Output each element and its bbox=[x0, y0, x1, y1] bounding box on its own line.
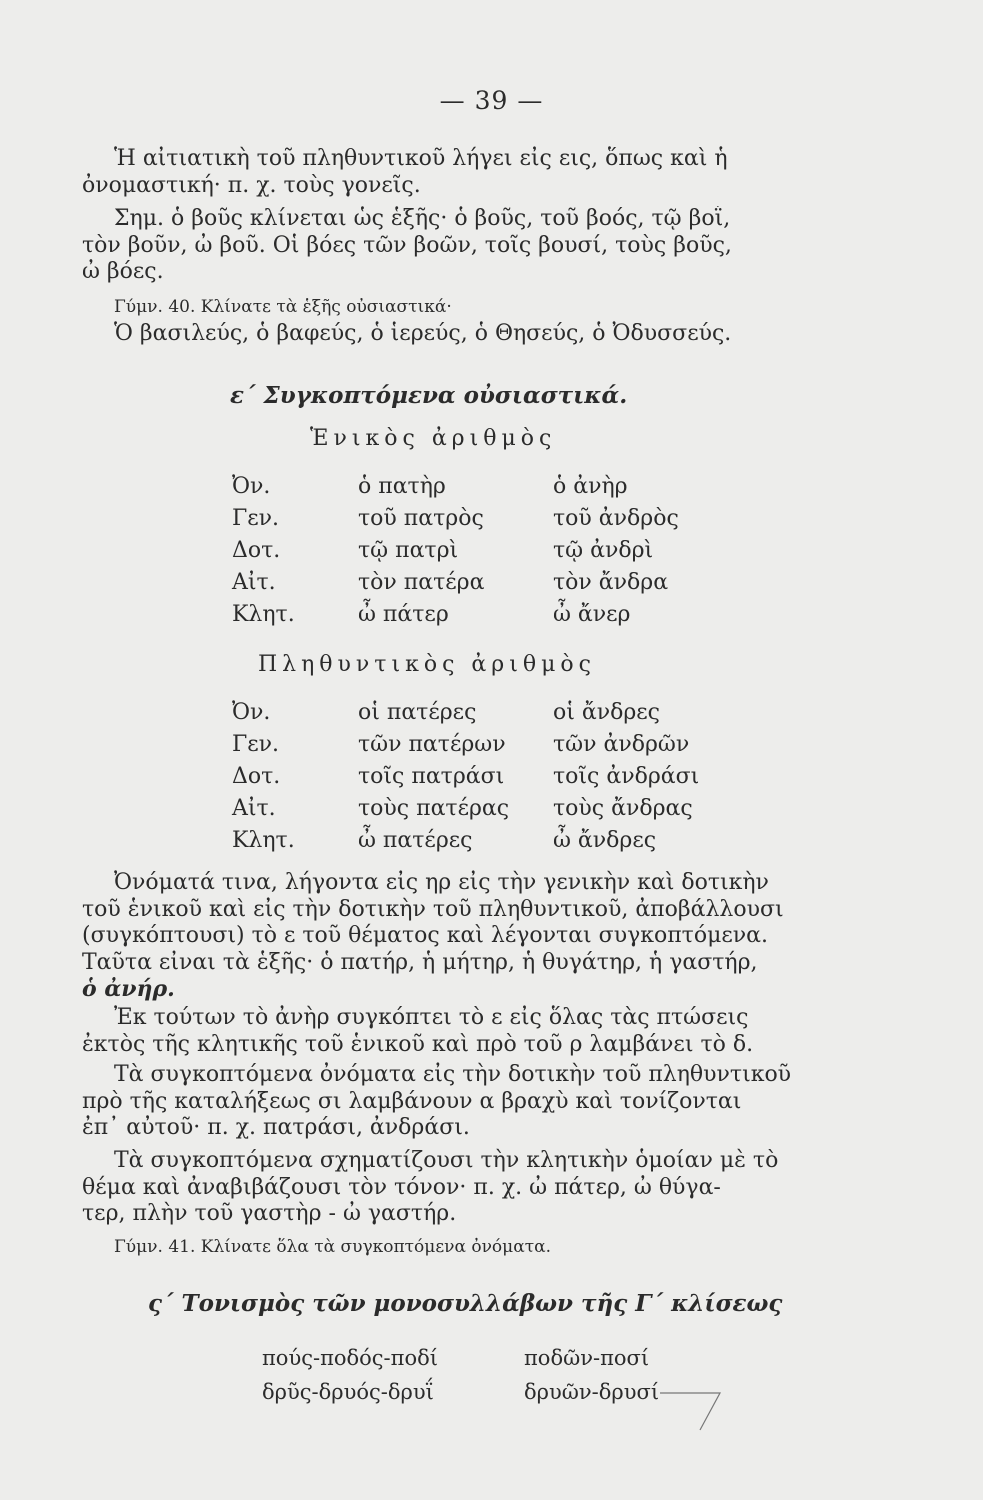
text-line: Ἐκ τούτων τὸ ἀνὴρ συγκόπτει τὸ ε εἰς ὅλας τὰς πτώσεις bbox=[114, 1005, 749, 1030]
text-line: τοῦ ἑνικοῦ καὶ εἰς τὴν δοτικὴν τοῦ πληθυντικοῦ, ἀποβάλλουσι bbox=[82, 896, 784, 922]
form-aner: ὦ ἄνερ bbox=[553, 602, 631, 627]
text-line: Ἡ αἰτιατικὴ τοῦ πληθυντικοῦ λήγει εἰς εις, ὅπως καὶ ἡ bbox=[114, 146, 728, 171]
section-title: ς΄ Τονισμὸς τῶν μονοσυλλάβων τῆς Γ΄ κλίσεως bbox=[148, 1290, 783, 1317]
case-label: Δοτ. bbox=[232, 764, 281, 789]
text-line: πρὸ τῆς καταλήξεως σι λαμβάνουν α βραχὺ καὶ τονίζονται bbox=[82, 1088, 742, 1114]
section-title: ε΄ Συγκοπτόμενα οὐσιαστικά. bbox=[230, 382, 628, 409]
case-label: Γεν. bbox=[232, 506, 280, 531]
exercise-words: Ὁ βασιλεύς, ὁ βαφεύς, ὁ ἱερεύς, ὁ Θησεύς, ὁ Ὀδυσσεύς. bbox=[114, 320, 732, 346]
text-line: ὁ ἀνήρ. bbox=[82, 976, 175, 1003]
form-pater: ὦ πάτερ bbox=[358, 602, 449, 627]
case-label: Γεν. bbox=[232, 732, 280, 757]
text-line: τὸν βοῦν, ὦ βοῦ. Οἱ βόες τῶν βοῶν, τοῖς βουσί, τοὺς βοῦς, bbox=[82, 232, 732, 258]
text-line: Ὀνόματά τινα, λήγοντα εἰς ηρ εἰς τὴν γενικὴν καὶ δοτικὴν bbox=[114, 870, 769, 895]
text-line: ὦ βόες. bbox=[82, 259, 164, 285]
page-number: — 39 — bbox=[439, 86, 544, 115]
singular-title: Ἑνικὸς ἀριθμὸς bbox=[310, 426, 557, 451]
form-aner: τοῦ ἀνδρὸς bbox=[553, 506, 679, 531]
form-aner: τοῖς ἀνδράσι bbox=[553, 764, 700, 789]
case-label: Κλητ. bbox=[232, 602, 295, 627]
case-label: Αἰτ. bbox=[232, 570, 276, 595]
case-label: Κλητ. bbox=[232, 828, 295, 853]
mono-form: δρυῶν-δρυσί bbox=[524, 1380, 660, 1404]
form-pater: ὦ πατέρες bbox=[358, 828, 473, 853]
text-line: θέμα καὶ ἀναβιβάζουσι τὸν τόνον· π. χ. ὦ πάτερ, ὦ θύγα- bbox=[82, 1174, 721, 1200]
exercise-heading: Γύμν. 40. Κλίνατε τὰ ἑξῆς οὐσιαστικά· bbox=[114, 297, 452, 317]
case-label: Αἰτ. bbox=[232, 796, 276, 821]
text-line: ἐπ᾿ αὐτοῦ· π. χ. πατράσι, ἀνδράσι. bbox=[82, 1115, 470, 1141]
text-line: Τὰ συγκοπτόμενα σχηματίζουσι τὴν κλητικὴν ὁμοίαν μὲ τὸ bbox=[114, 1148, 779, 1173]
text-line: ὀνομαστική· π. χ. τοὺς γονεῖς. bbox=[82, 172, 421, 198]
text-line: Ταῦτα εἶναι τὰ ἑξῆς· ὁ πατήρ, ἡ μήτηρ, ἡ θυγάτηρ, ἡ γαστήρ, bbox=[82, 949, 758, 975]
form-aner: ὦ ἄνδρες bbox=[553, 828, 657, 853]
form-pater: τοῖς πατράσι bbox=[358, 764, 505, 789]
form-aner: οἱ ἄνδρες bbox=[553, 700, 660, 725]
case-label: Δοτ. bbox=[232, 538, 281, 563]
text-line: τερ, πλὴν τοῦ γαστὴρ - ὦ γαστήρ. bbox=[82, 1201, 457, 1227]
form-pater: τῶν πατέρων bbox=[358, 732, 506, 757]
text-line: ἐκτὸς τῆς κλητικῆς τοῦ ἑνικοῦ καὶ πρὸ τοῦ ρ λαμβάνει τὸ δ. bbox=[82, 1031, 754, 1057]
exercise-heading: Γύμν. 41. Κλίνατε ὅλα τὰ συγκοπτόμενα ὀνόματα. bbox=[114, 1237, 551, 1257]
mono-form: ποδῶν-ποσί bbox=[524, 1346, 650, 1370]
form-pater: τὸν πατέρα bbox=[358, 570, 485, 595]
form-pater: τοῦ πατρὸς bbox=[358, 506, 484, 531]
case-label: Ὀν. bbox=[232, 474, 271, 499]
case-label: Ὀν. bbox=[232, 700, 271, 725]
text-line: Σημ. ὁ βοῦς κλίνεται ὡς ἑξῆς· ὁ βοῦς, τοῦ βοός, τῷ βοΐ, bbox=[114, 206, 731, 231]
form-pater: οἱ πατέρες bbox=[358, 700, 477, 725]
form-aner: ὁ ἀνὴρ bbox=[553, 474, 628, 499]
form-aner: τοὺς ἄνδρας bbox=[553, 796, 693, 821]
form-aner: τὸν ἄνδρα bbox=[553, 570, 669, 595]
mono-form: πούς-ποδός-ποδί bbox=[262, 1346, 438, 1370]
text-line: Τὰ συγκοπτόμενα ὀνόματα εἰς τὴν δοτικὴν τοῦ πληθυντικοῦ bbox=[114, 1062, 792, 1087]
form-pater: τοὺς πατέρας bbox=[358, 796, 510, 821]
form-pater: τῷ πατρὶ bbox=[358, 538, 459, 563]
plural-title: Πληθυντικὸς ἀριθμὸς bbox=[258, 652, 596, 677]
form-aner: τῷ ἀνδρὶ bbox=[553, 538, 654, 563]
mono-form: δρῦς-δρυός-δρυΐ bbox=[262, 1380, 434, 1404]
form-pater: ὁ πατὴρ bbox=[358, 474, 446, 499]
form-aner: τῶν ἀνδρῶν bbox=[553, 732, 690, 757]
text-line: (συγκόπτουσι) τὸ ε τοῦ θέματος καὶ λέγονται συγκοπτόμενα. bbox=[82, 923, 769, 949]
